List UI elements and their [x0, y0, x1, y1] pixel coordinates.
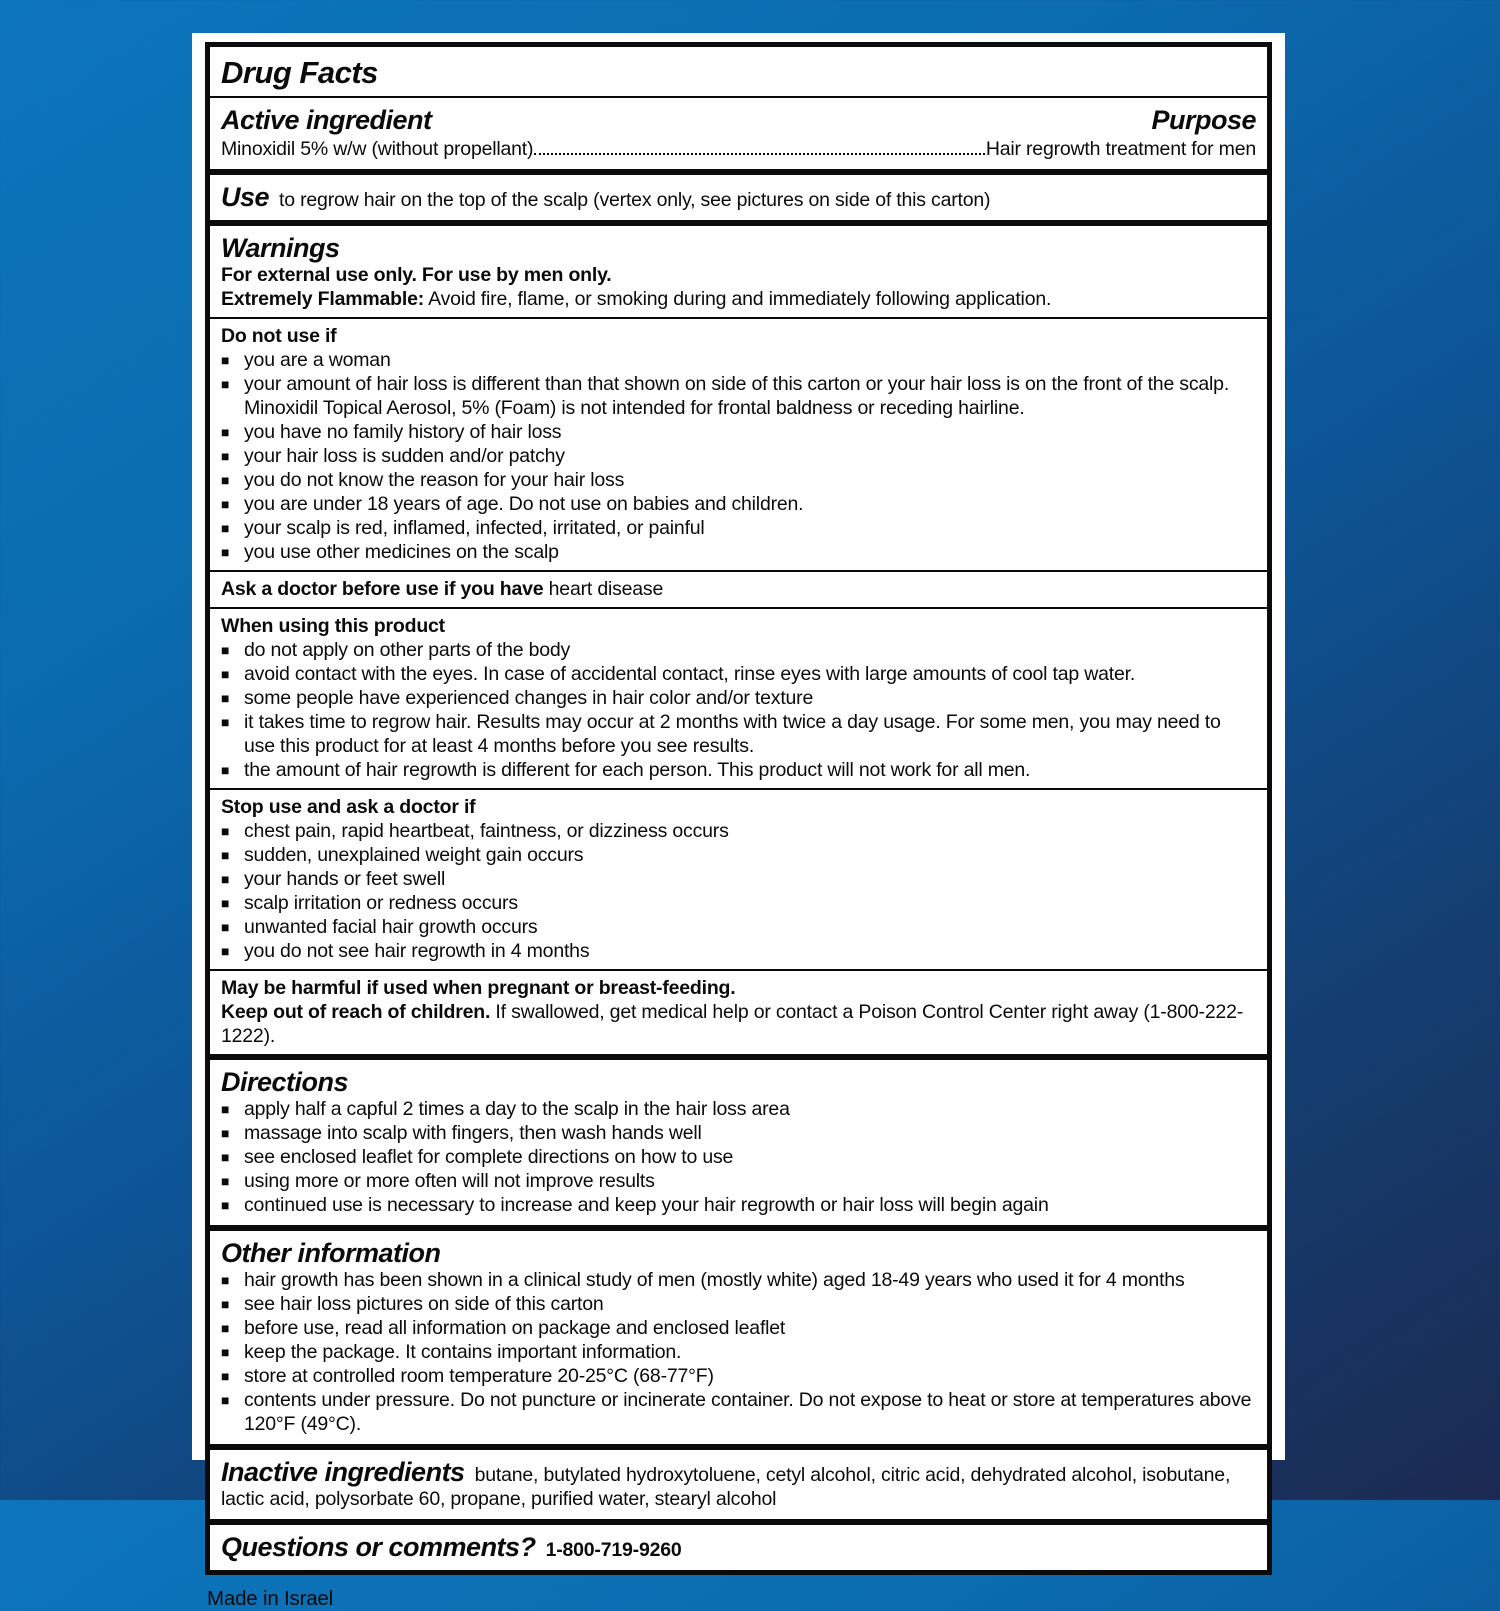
bullet-square-icon: ■: [221, 1392, 230, 1408]
list-item: ■ your hands or feet swell: [221, 868, 446, 890]
warnings-heading: Warnings: [221, 233, 340, 263]
active-ingredient-section: [210, 98, 1267, 169]
list-item: ■ you are under 18 years of age. Do not use on babies and children.: [221, 493, 804, 515]
stop-use-subsection: [210, 788, 1267, 969]
list-item: ■ keep the package. It contains important information.: [221, 1341, 682, 1363]
do-not-use-subsection: [210, 317, 1267, 570]
use-text: to regrow hair on the top of the scalp (vertex only, see pictures on side of this carton): [279, 189, 991, 211]
bullet-square-icon: ■: [221, 1173, 230, 1189]
directions-heading: Directions: [221, 1067, 349, 1097]
bullet-square-icon: ■: [221, 472, 230, 488]
when-using-heading: When using this product: [221, 615, 445, 637]
list-item: ■ continued use is necessary to increase and keep your hair regrowth or hair loss will begin again: [221, 1194, 1049, 1216]
list-item: ■ before use, read all information on package and enclosed leaflet: [221, 1317, 786, 1339]
ask-doctor-subsection: [210, 570, 1267, 607]
drug-facts-box: [205, 42, 1272, 1575]
list-item: ■ avoid contact with the eyes. In case of accidental contact, rinse eyes with large amounts of cool tap water.: [221, 663, 1136, 685]
list-item: ■ sudden, unexplained weight gain occurs: [221, 844, 584, 866]
inactive-ingredients-text: butane, butylated hydroxytoluene, cetyl alcohol, citric acid, dehydrated alcohol, isobutane, lactic acid, polysorbate 60, propane, purified water, stearyl alcohol: [221, 1464, 1231, 1510]
list-item: ■ your amount of hair loss is different than that shown on side of this carton or your hair loss is on the front of the scalp. Minoxidil Topical Aerosol, 5% (Foam) is not intended for frontal baldness or receding hairline.: [221, 373, 1230, 419]
bullet-square-icon: ■: [221, 424, 230, 440]
list-item: ■ the amount of hair regrowth is different for each person. This product will not work for all men.: [221, 759, 1031, 781]
purpose-heading: Purpose: [1151, 105, 1256, 135]
bullet-square-icon: ■: [221, 714, 230, 730]
bullet-square-icon: ■: [221, 448, 230, 464]
directions-list: [221, 1097, 1256, 1217]
bullet-square-icon: ■: [221, 376, 230, 392]
bullet-square-icon: ■: [221, 1368, 230, 1384]
inactive-ingredients-heading: Inactive ingredients: [221, 1457, 465, 1487]
bullet-square-icon: ■: [221, 823, 230, 839]
other-information-heading: Other information: [221, 1238, 441, 1268]
stop-use-heading: Stop use and ask a doctor if: [221, 796, 476, 818]
warnings-intro: [210, 226, 1267, 317]
bullet-square-icon: ■: [221, 943, 230, 959]
warnings-section: [210, 220, 1267, 1054]
list-item: ■ hair growth has been shown in a clinical study of men (mostly white) aged 18-49 years who used it for 4 months: [221, 1269, 1185, 1291]
list-item: ■ apply half a capful 2 times a day to the scalp in the hair loss area: [221, 1098, 790, 1120]
pregnancy-keepout-subsection: [210, 969, 1267, 1054]
bullet-square-icon: ■: [221, 1125, 230, 1141]
bullet-square-icon: ■: [221, 762, 230, 778]
bullet-square-icon: ■: [221, 666, 230, 682]
questions-section: [210, 1519, 1267, 1570]
active-ingredient-value: Minoxidil 5% w/w (without propellant): [221, 138, 534, 160]
bullet-square-icon: ■: [221, 690, 230, 706]
purpose-value: Hair regrowth treatment for men: [985, 138, 1256, 160]
list-item: ■ your hair loss is sudden and/or patchy: [221, 445, 565, 467]
directions-section: [210, 1054, 1267, 1225]
when-using-subsection: [210, 607, 1267, 788]
bullet-square-icon: ■: [221, 496, 230, 512]
list-item: ■ scalp irritation or redness occurs: [221, 892, 518, 914]
external-use-only-text: For external use only. For use by men only.: [221, 264, 612, 286]
do-not-use-heading: Do not use if: [221, 325, 337, 347]
when-using-list: [221, 638, 1256, 782]
list-item: ■ it takes time to regrow hair. Results may occur at 2 months with twice a day usage. For some men, you may need to use this product for at least 4 months before you see results.: [221, 711, 1221, 757]
other-information-section: [210, 1225, 1267, 1444]
questions-phone: 1-800-719-9260: [545, 1539, 682, 1561]
use-section: [210, 169, 1267, 220]
bullet-square-icon: ■: [221, 847, 230, 863]
list-item: ■ you are a woman: [221, 349, 391, 371]
list-item: ■ massage into scalp with fingers, then wash hands well: [221, 1122, 702, 1144]
bullet-square-icon: ■: [221, 895, 230, 911]
list-item: ■ store at controlled room temperature 20-25°C (68-77°F): [221, 1365, 714, 1387]
drug-facts-title-section: [210, 47, 1267, 98]
keep-out-of-reach-text: Keep out of reach of children. If swallowed, get medical help or contact a Poison Control Center right away (1-800-222-1222).: [221, 1001, 1244, 1047]
bullet-square-icon: ■: [221, 1272, 230, 1288]
list-item: ■ you have no family history of hair loss: [221, 421, 562, 443]
bullet-square-icon: ■: [221, 1320, 230, 1336]
stop-use-list: [221, 819, 1256, 963]
bullet-square-icon: ■: [221, 1101, 230, 1117]
list-item: ■ you do not see hair regrowth in 4 months: [221, 940, 590, 962]
dotted-leader: [534, 153, 985, 155]
list-item: ■ you do not know the reason for your hair loss: [221, 469, 625, 491]
bullet-square-icon: ■: [221, 642, 230, 658]
active-ingredient-heading: Active ingredient: [221, 105, 432, 135]
ask-doctor-text: Ask a doctor before use if you have heart disease: [221, 578, 664, 600]
made-in-text: Made in Israel: [207, 1587, 333, 1610]
list-item: ■ contents under pressure. Do not puncture or incinerate container. Do not expose to heat or store at temperatures above 120°F (49°C).: [221, 1389, 1252, 1435]
bullet-square-icon: ■: [221, 352, 230, 368]
list-item: ■ using more or more often will not improve results: [221, 1170, 655, 1192]
pregnant-warning-text: May be harmful if used when pregnant or breast-feeding.: [221, 977, 736, 999]
bullet-square-icon: ■: [221, 871, 230, 887]
list-item: ■ your scalp is red, inflamed, infected, irritated, or painful: [221, 517, 705, 539]
bullet-square-icon: ■: [221, 1197, 230, 1213]
use-heading: Use: [221, 182, 270, 212]
list-item: ■ see hair loss pictures on side of this carton: [221, 1293, 604, 1315]
list-item: ■ some people have experienced changes in hair color and/or texture: [221, 687, 814, 709]
questions-heading: Questions or comments?: [221, 1532, 536, 1562]
inactive-ingredients-section: [210, 1444, 1267, 1519]
list-item: ■ do not apply on other parts of the body: [221, 639, 571, 661]
bullet-square-icon: ■: [221, 1344, 230, 1360]
bullet-square-icon: ■: [221, 919, 230, 935]
other-information-list: [221, 1268, 1256, 1436]
drug-facts-title: Drug Facts: [221, 55, 378, 90]
bullet-square-icon: ■: [221, 544, 230, 560]
list-item: ■ see enclosed leaflet for complete directions on how to use: [221, 1146, 734, 1168]
do-not-use-list: [221, 348, 1256, 564]
bullet-square-icon: ■: [221, 1296, 230, 1312]
flammable-text: Extremely Flammable: Avoid fire, flame, or smoking during and immediately following application.: [221, 288, 1052, 310]
list-item: ■ you use other medicines on the scalp: [221, 541, 559, 563]
list-item: ■ chest pain, rapid heartbeat, faintness, or dizziness occurs: [221, 820, 729, 842]
bullet-square-icon: ■: [221, 520, 230, 536]
list-item: ■ unwanted facial hair growth occurs: [221, 916, 538, 938]
bullet-square-icon: ■: [221, 1149, 230, 1165]
label-card: [192, 33, 1285, 1610]
